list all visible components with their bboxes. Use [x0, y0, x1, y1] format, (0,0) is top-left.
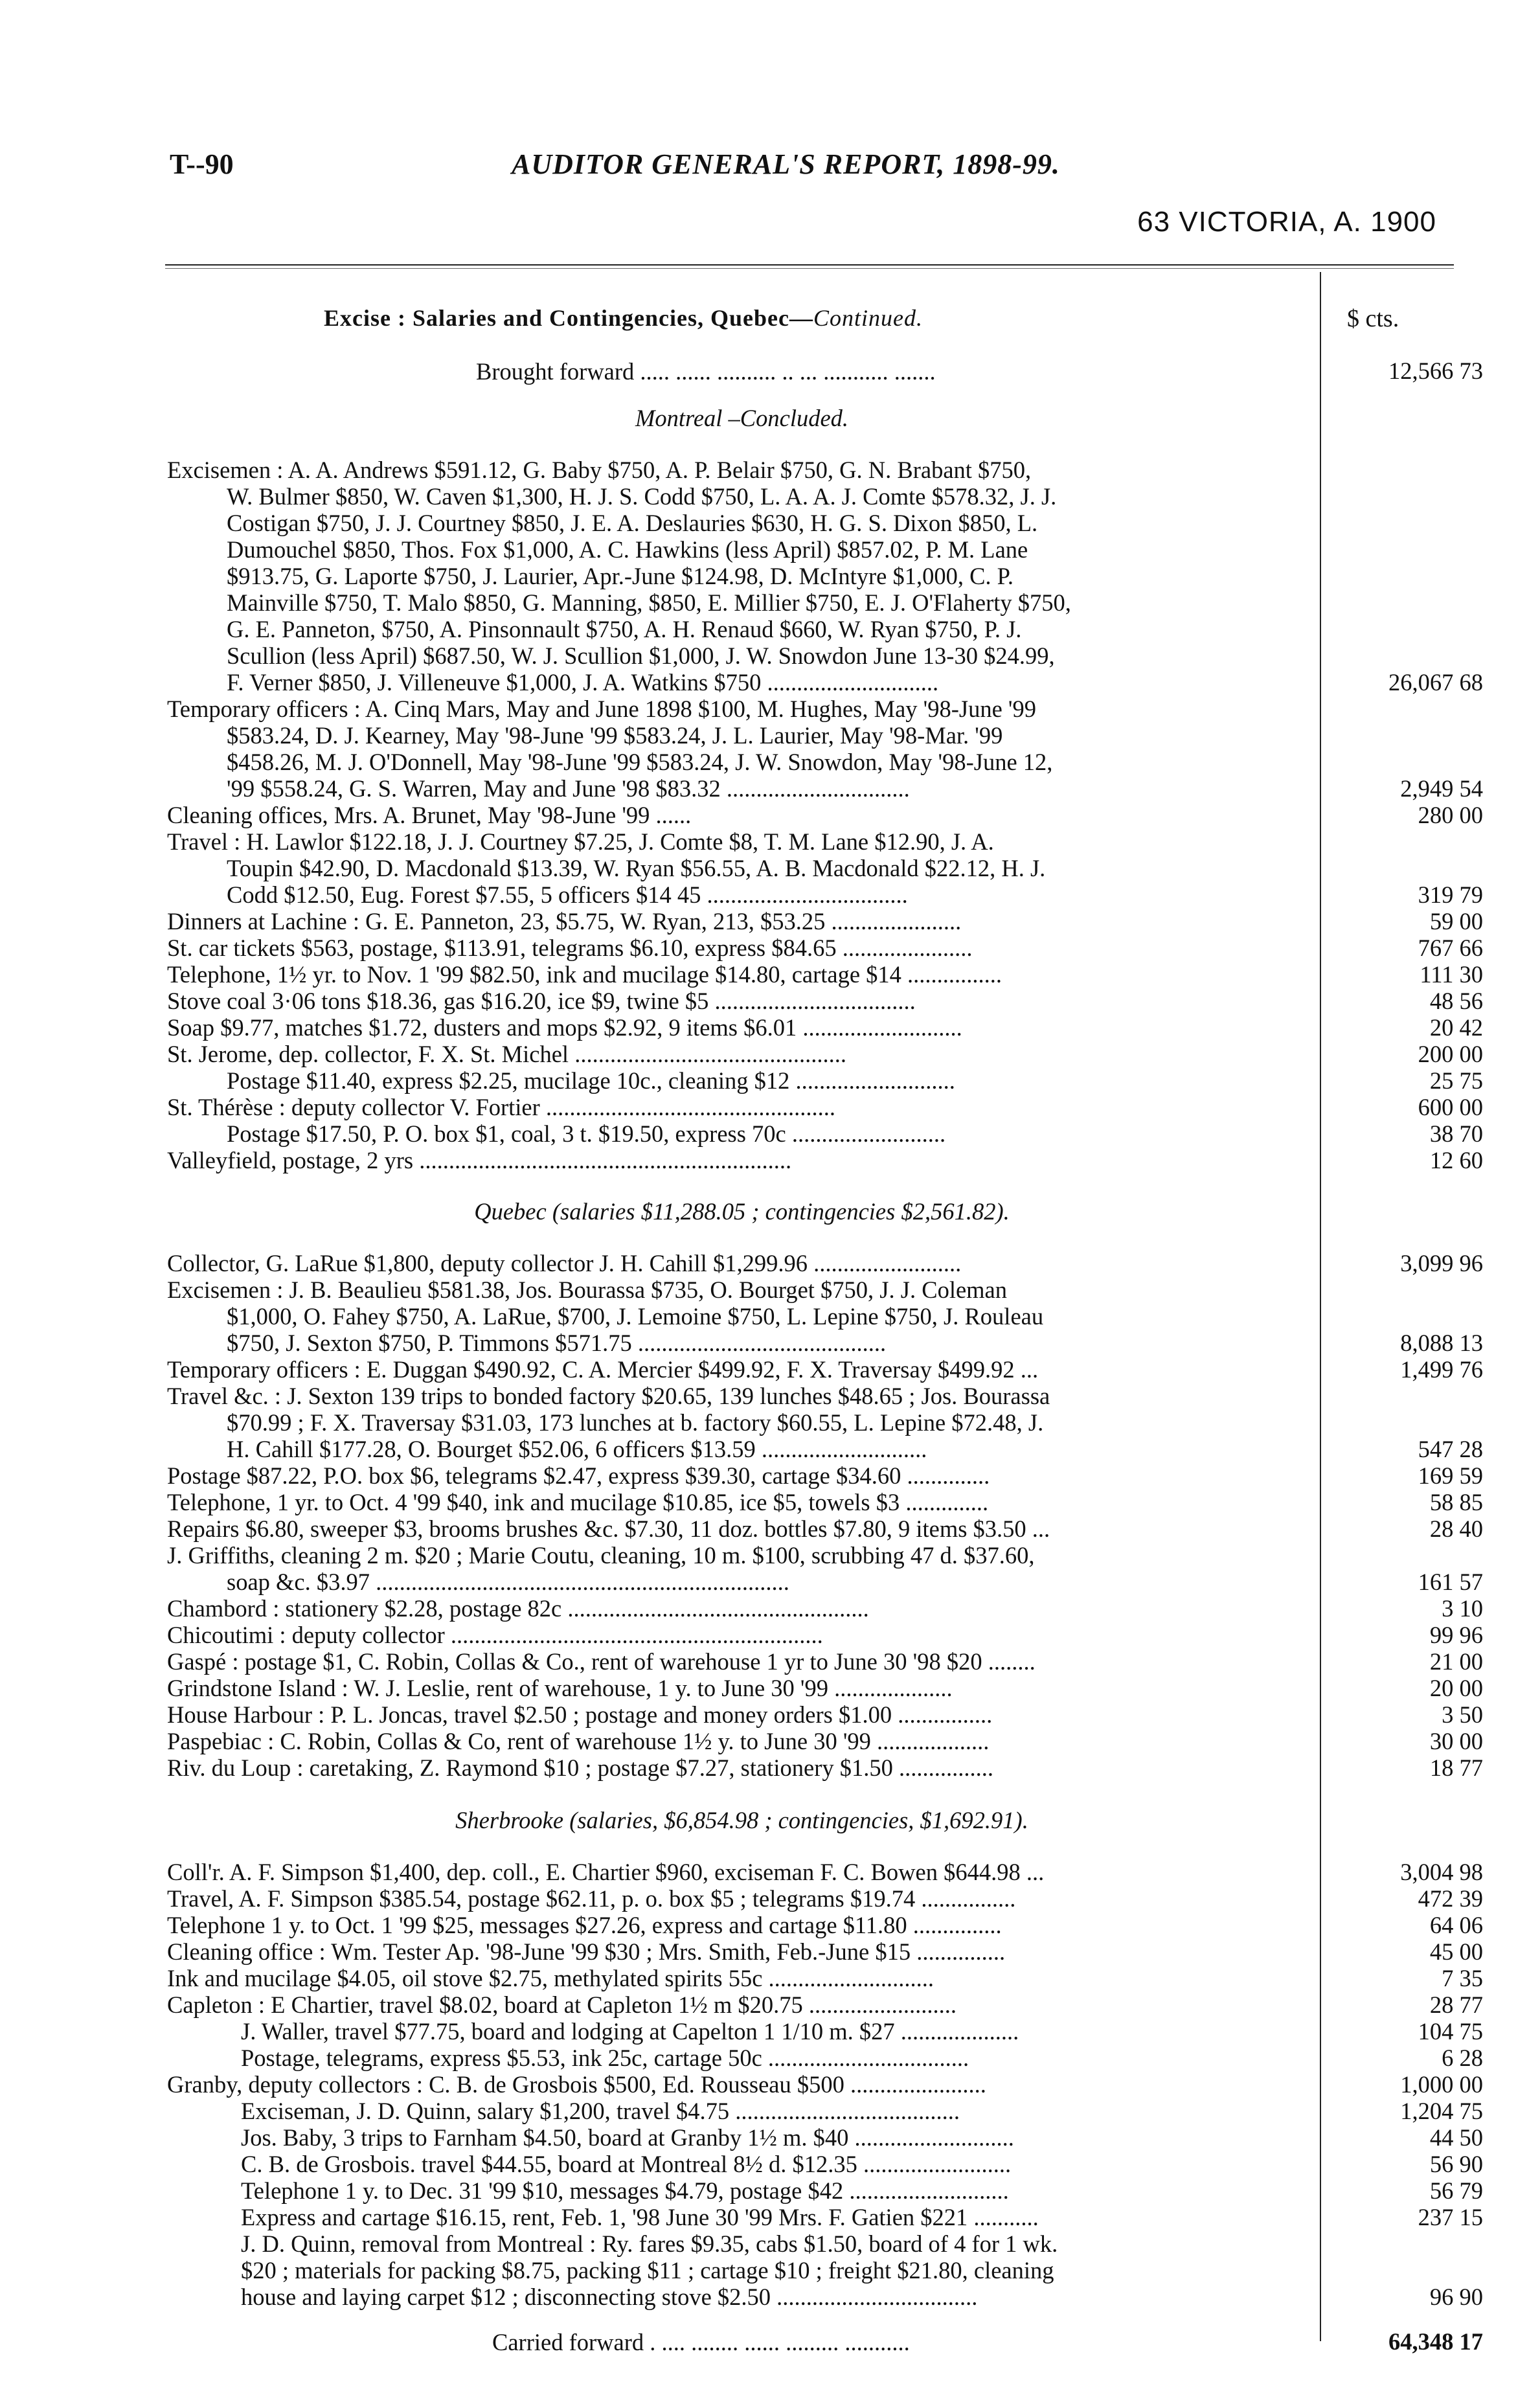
subsection-heading: Montreal –Concluded.	[635, 405, 849, 431]
ledger-line: $20 ; materials for packing $8.75, packing $11 ; cartage $10 ; freight $21.80, cleaning	[241, 2257, 1054, 2284]
ledger-line: W. Bulmer $850, W. Caven $1,300, H. J. S. Codd $750, L. A. A. J. Comte $578.32, J. J.	[227, 483, 1057, 510]
ledger-line: soap &c. $3.97 ......................................................................	[227, 1569, 789, 1595]
ledger-line: Stove coal 3·06 tons $18.36, gas $16.20, ice $9, twine $5 ..................................	[167, 988, 916, 1014]
ledger-line: Granby, deputy collectors : C. B. de Grosbois $500, Ed. Rousseau $500 .......................	[167, 2071, 986, 2098]
subsection-heading: Sherbrooke (salaries, $6,854.98 ; contingencies, $1,692.91).	[455, 1807, 1028, 1833]
section-title-continued: Continued.	[813, 305, 923, 331]
subsection-heading: Quebec (salaries $11,288.05 ; contingencies $2,561.82).	[474, 1198, 1010, 1225]
ledger-line: Excisemen : A. A. Andrews $591.12, G. Baby $750, A. P. Belair $750, G. N. Brabant $750,	[167, 457, 1032, 483]
ledger-line: Paspebiac : C. Robin, Collas & Co, rent of warehouse 1½ y. to June 30 '99 ...................	[167, 1728, 990, 1754]
ledger-line: $750, J. Sexton $750, P. Timmons $571.75 ..........................................	[227, 1330, 887, 1356]
ledger-amount: 1,499 76	[1400, 1356, 1483, 1383]
ledger-line: Express and cartage $16.15, rent, Feb. 1, '98 June 30 '99 Mrs. F. Gatien $221 ...........	[241, 2204, 1039, 2230]
brought-forward-label: Brought forward ..... ...... .......... .. ... ........... .......	[476, 358, 936, 385]
ledger-amount: 472 39	[1418, 1885, 1483, 1912]
ledger-line: Dumouchel $850, Thos. Fox $1,000, A. C. Hawkins (less April) $857.02, P. M. Lane	[227, 536, 1028, 563]
ledger-line: Temporary officers : A. Cinq Mars, May and June 1898 $100, M. Hughes, May '98-June '99	[167, 696, 1036, 722]
ledger-amount: 44 50	[1429, 2124, 1483, 2151]
ledger-line: $1,000, O. Fahey $750, A. LaRue, $700, J. Lemoine $750, L. Lepine $750, J. Rouleau	[227, 1303, 1044, 1330]
ledger-amount: 600 00	[1418, 1094, 1483, 1120]
ledger-line: Grindstone Island : W. J. Leslie, rent of warehouse, 1 y. to June 30 '99 ....................	[167, 1675, 953, 1701]
ledger-line: Scullion (less April) $687.50, W. J. Scullion $1,000, J. W. Snowdon June 13-30 $24.99,	[227, 642, 1055, 669]
ledger-amount: 56 90	[1429, 2151, 1483, 2177]
ledger-line: Telephone, 1 yr. to Oct. 4 '99 $40, ink and mucilage $10.85, ice $5, towels $3 ..............	[167, 1489, 989, 1515]
ledger-amount: 767 66	[1418, 935, 1483, 961]
ledger-line: Toupin $42.90, D. Macdonald $13.39, W. Ryan $56.55, A. B. Macdonald $22.12, H. J.	[227, 855, 1046, 881]
ledger-line: House Harbour : P. L. Joncas, travel $2.50 ; postage and money orders $1.00 ................	[167, 1701, 993, 1728]
ledger-line: St. Thérèse : deputy collector V. Fortier .................................................	[167, 1094, 836, 1120]
ledger-line: $70.99 ; F. X. Traversay $31.03, 173 lunches at b. factory $60.55, L. Lepine $72.48, J.	[227, 1409, 1044, 1436]
section-title: Excise : Salaries and Contingencies, Quebec—	[324, 305, 813, 331]
ledger-line: Costigan $750, J. J. Courtney $850, J. E. A. Deslauries $630, H. G. S. Dixon $850, L.	[227, 510, 1038, 536]
ledger-line: Soap $9.77, matches $1.72, dusters and mops $2.92, 9 items $6.01 ...........................	[167, 1014, 962, 1041]
ledger-line: Coll'r. A. F. Simpson $1,400, dep. coll., E. Chartier $960, exciseman F. C. Bowen $644.98 ...	[167, 1859, 1045, 1885]
ledger-line: Postage, telegrams, express $5.53, ink 25c, cartage 50c ..................................	[241, 2045, 969, 2071]
ledger-line: Exciseman, J. D. Quinn, salary $1,200, travel $4.75 ......................................	[241, 2098, 960, 2124]
ledger-line: St. car tickets $563, postage, $113.91, telegrams $6.10, express $84.65 ......................	[167, 935, 973, 961]
ledger-amount: 319 79	[1418, 881, 1483, 908]
ledger-line: Excisemen : J. B. Beaulieu $581.38, Jos. Bourassa $735, O. Bourget $750, J. J. Coleman	[167, 1276, 1007, 1303]
ledger-line: Telephone, 1½ yr. to Nov. 1 '99 $82.50, ink and mucilage $14.80, cartage $14 ................	[167, 961, 1002, 988]
ledger-amount: 64 06	[1429, 1912, 1483, 1938]
ledger-amount: 200 00	[1418, 1041, 1483, 1067]
ledger-amount: 7 35	[1442, 1965, 1483, 1991]
ledger-line: Jos. Baby, 3 trips to Farnham $4.50, board at Granby 1½ m. $40 ...........................	[241, 2124, 1014, 2151]
ledger-line: Travel &c. : J. Sexton 139 trips to bonded factory $20.65, 139 lunches $48.65 ; Jos. Bourassa	[167, 1383, 1050, 1409]
ledger-amount: 12 60	[1429, 1147, 1483, 1174]
ledger-line: J. Griffiths, cleaning 2 m. $20 ; Marie Coutu, cleaning, 10 m. $100, scrubbing 47 d. $37.60,	[167, 1542, 1035, 1569]
ledger-line: Chicoutimi : deputy collector ...............................................................	[167, 1622, 823, 1648]
ledger-line: $458.26, M. J. O'Donnell, May '98-June '99 $583.24, J. W. Snowdon, May '98-June 12,	[227, 749, 1053, 775]
ledger-line: Postage $17.50, P. O. box $1, coal, 3 t. $19.50, express 70c ..........................	[227, 1120, 946, 1147]
brought-forward-amount: 12,566 73	[1388, 357, 1483, 384]
ledger-amount: 237 15	[1418, 2204, 1483, 2230]
ledger-line: Telephone 1 y. to Dec. 31 '99 $10, messages $4.79, postage $42 ...........................	[241, 2177, 1009, 2204]
ledger-amount: 48 56	[1429, 988, 1483, 1014]
ledger-line: J. Waller, travel $77.75, board and lodging at Capelton 1 1/10 m. $27 ....................	[241, 2018, 1019, 2045]
header-rule	[165, 264, 1454, 266]
ledger-amount: 3 10	[1442, 1595, 1483, 1622]
ledger-line: Cleaning office : Wm. Tester Ap. '98-June '99 $30 ; Mrs. Smith, Feb.-June $15 ...............	[167, 1938, 1006, 1965]
brought-forward-text: Brought forward	[476, 358, 635, 385]
carried-forward-text: Carried forward	[492, 2329, 644, 2355]
ledger-amount: 547 28	[1418, 1436, 1483, 1462]
ledger-amount: 18 77	[1429, 1754, 1483, 1781]
amount-column-divider	[1320, 272, 1321, 2341]
ledger-line: $583.24, D. J. Kearney, May '98-June '99 $583.24, J. L. Laurier, May '98-Mar. '99	[227, 722, 1003, 749]
ledger-amount: 1,000 00	[1400, 2071, 1483, 2098]
report-title: AUDITOR GENERAL'S REPORT, 1898-99.	[512, 148, 1060, 180]
ledger-line: '99 $558.24, G. S. Warren, May and June '98 $83.32 ...............................	[227, 775, 910, 802]
ledger-amount: 3,099 96	[1400, 1250, 1483, 1276]
ledger-line: Travel : H. Lawlor $122.18, J. J. Courtney $7.25, J. Comte $8, T. M. Lane $12.90, J. A.	[167, 828, 994, 855]
ledger-amount: 59 00	[1429, 908, 1483, 935]
ledger-line: Telephone 1 y. to Oct. 1 '99 $25, messages $27.26, express and cartage $11.80 ...............	[167, 1912, 1002, 1938]
ledger-line: $913.75, G. Laporte $750, J. Laurier, Apr.-June $124.98, D. McIntyre $1,000, C. P.	[227, 563, 1014, 589]
page-number: T--90	[170, 148, 234, 180]
ledger-line: Riv. du Loup : caretaking, Z. Raymond $10 ; postage $7.27, stationery $1.50 ................	[167, 1754, 993, 1781]
ledger-line: Travel, A. F. Simpson $385.54, postage $62.11, p. o. box $5 ; telegrams $19.74 ................	[167, 1885, 1016, 1912]
ledger-amount: 45 00	[1429, 1938, 1483, 1965]
ledger-amount: 111 30	[1420, 961, 1483, 988]
carried-forward-label: Carried forward . .... ........ ...... ......... ...........	[492, 2329, 910, 2355]
session-label: 63 VICTORIA, A. 1900	[1137, 206, 1436, 238]
ledger-line: Cleaning offices, Mrs. A. Brunet, May '98-June '99 ......	[167, 802, 692, 828]
ledger-amount: 96 90	[1429, 2284, 1483, 2310]
header-rule-secondary	[165, 268, 1454, 269]
ledger-line: house and laying carpet $12 ; disconnecting stove $2.50 ..................................	[241, 2284, 978, 2310]
ledger-amount: 99 96	[1429, 1622, 1483, 1648]
ledger-amount: 20 42	[1429, 1014, 1483, 1041]
ledger-amount: 20 00	[1429, 1675, 1483, 1701]
ledger-amount: 30 00	[1429, 1728, 1483, 1754]
ledger-amount: 28 77	[1429, 1991, 1483, 2018]
ledger-line: Mainville $750, T. Malo $850, G. Manning, $850, E. Millier $750, E. J. O'Flaherty $750,	[227, 589, 1071, 616]
ledger-line: Collector, G. LaRue $1,800, deputy collector J. H. Cahill $1,299.96 .........................	[167, 1250, 962, 1276]
ledger-amount: 1,204 75	[1400, 2098, 1483, 2124]
ledger-amount: 2,949 54	[1400, 775, 1483, 802]
carried-forward-amount: 64,348 17	[1388, 2328, 1483, 2355]
ledger-line: Repairs $6.80, sweeper $3, brooms brushes &c. $7.30, 11 doz. bottles $7.80, 9 items $3.50 ...	[167, 1515, 1050, 1542]
ledger-amount: 6 28	[1442, 2045, 1483, 2071]
ledger-line: St. Jerome, dep. collector, F. X. St. Michel ..............................................	[167, 1041, 846, 1067]
ledger-line: G. E. Panneton, $750, A. Pinsonnault $750, A. H. Renaud $660, W. Ryan $750, P. J.	[227, 616, 1022, 642]
ledger-line: H. Cahill $177.28, O. Bourget $52.06, 6 officers $13.59 ............................	[227, 1436, 927, 1462]
ledger-line: Gaspé : postage $1, C. Robin, Collas & Co., rent of warehouse 1 yr to June 30 '98 $20 ........	[167, 1648, 1036, 1675]
ledger-amount: 3 50	[1442, 1701, 1483, 1728]
ledger-line: Valleyfield, postage, 2 yrs ...............................................................	[167, 1147, 792, 1174]
ledger-line: Ink and mucilage $4.05, oil stove $2.75, methylated spirits 55c ............................	[167, 1965, 934, 1991]
ledger-amount: 3,004 98	[1400, 1859, 1483, 1885]
ledger-line: Capleton : E Chartier, travel $8.02, board at Capleton 1½ m $20.75 .........................	[167, 1991, 957, 2018]
ledger-amount: 8,088 13	[1400, 1330, 1483, 1356]
ledger-amount: 280 00	[1418, 802, 1483, 828]
ledger-line: Postage $87.22, P.O. box $6, telegrams $2.47, express $39.30, cartage $34.60 ..............	[167, 1462, 990, 1489]
ledger-line: Postage $11.40, express $2.25, mucilage 10c., cleaning $12 ...........................	[227, 1067, 955, 1094]
ledger-amount: 25 75	[1429, 1067, 1483, 1094]
ledger-amount: 161 57	[1418, 1569, 1483, 1595]
ledger-amount: 104 75	[1418, 2018, 1483, 2045]
ledger-amount: 28 40	[1429, 1515, 1483, 1542]
ledger-amount: 169 59	[1418, 1462, 1483, 1489]
currency-header: $ cts.	[1347, 305, 1399, 332]
ledger-line: C. B. de Grosbois. travel $44.55, board at Montreal 8½ d. $12.35 .........................	[241, 2151, 1012, 2177]
ledger-amount: 26,067 68	[1388, 669, 1483, 696]
ledger-line: Temporary officers : E. Duggan $490.92, C. A. Mercier $499.92, F. X. Traversay $499.92 ...	[167, 1356, 1039, 1383]
ledger-amount: 56 79	[1429, 2177, 1483, 2204]
ledger-line: F. Verner $850, J. Villeneuve $1,000, J. A. Watkins $750 .............................	[227, 669, 939, 696]
ledger-line: Dinners at Lachine : G. E. Panneton, 23, $5.75, W. Ryan, 213, $53.25 ......................	[167, 908, 962, 935]
section-heading	[324, 304, 923, 332]
ledger-amount: 58 85	[1429, 1489, 1483, 1515]
ledger-line: Codd $12.50, Eug. Forest $7.55, 5 officers $14 45 ..................................	[227, 881, 908, 908]
ledger-amount: 21 00	[1429, 1648, 1483, 1675]
ledger-amount: 38 70	[1429, 1120, 1483, 1147]
ledger-line: Chambord : stationery $2.28, postage 82c ...................................................	[167, 1595, 869, 1622]
ledger-line: J. D. Quinn, removal from Montreal : Ry. fares $9.35, cabs $1.50, board of 4 for 1 wk.	[241, 2230, 1058, 2257]
